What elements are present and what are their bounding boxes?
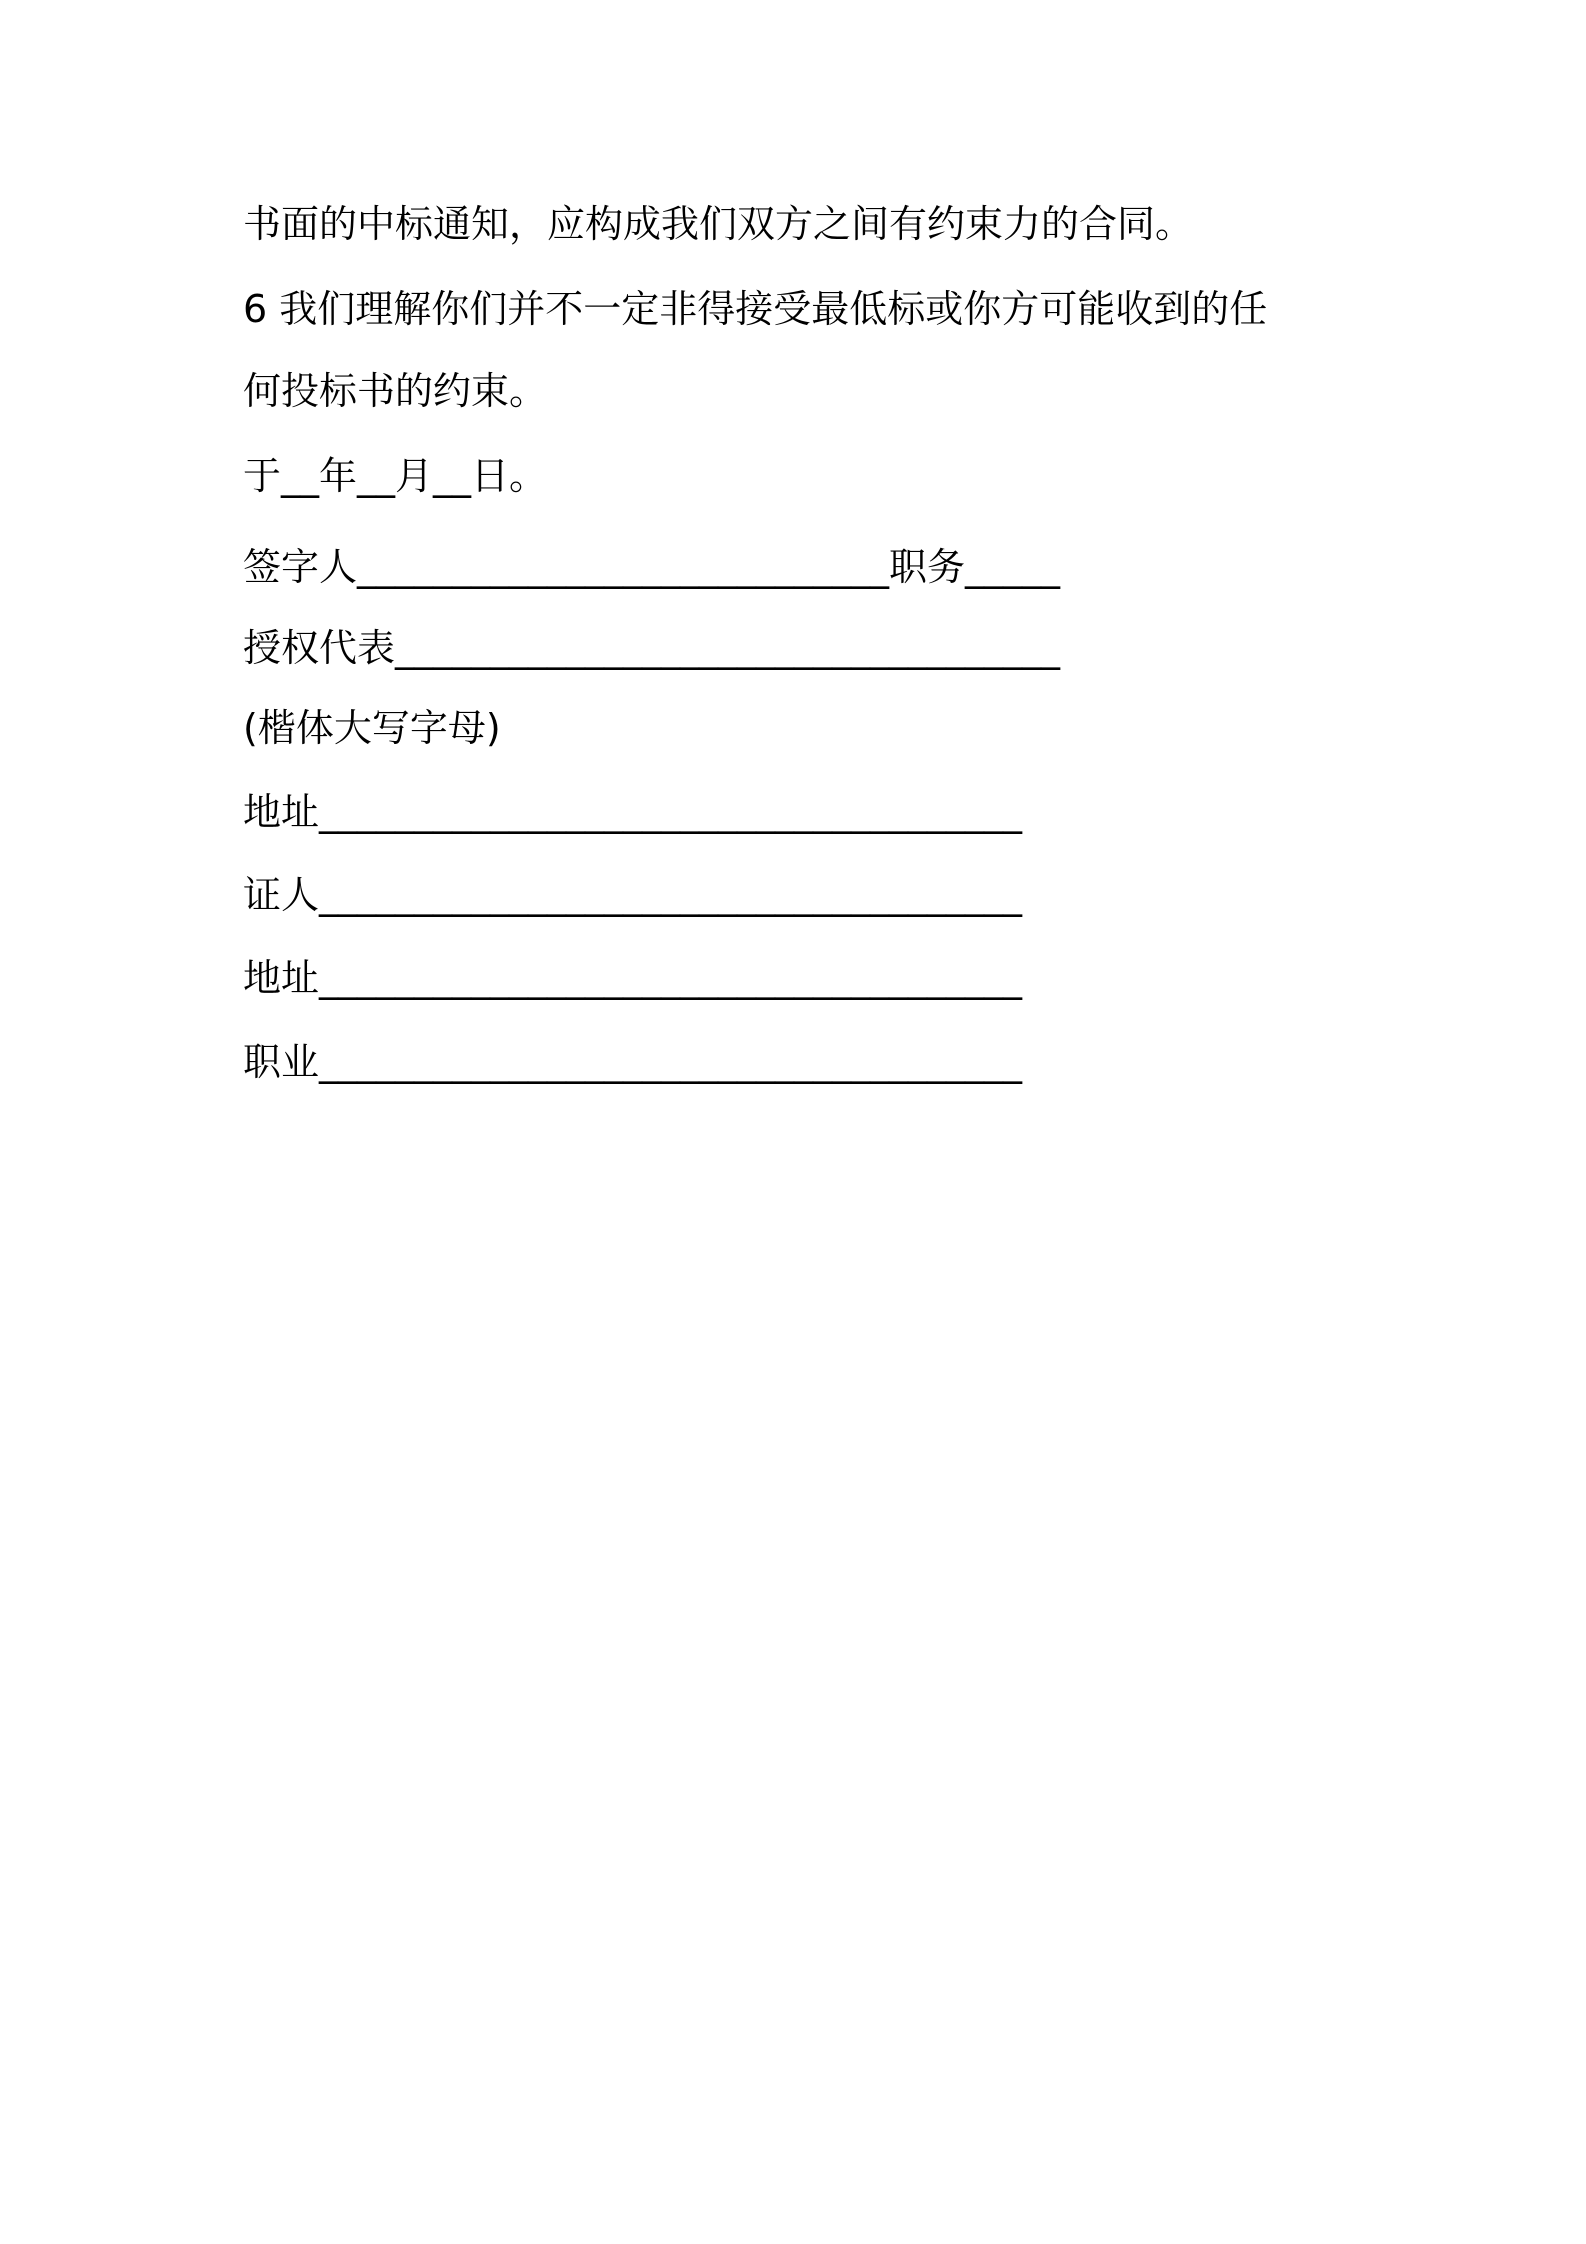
witness-address-line: 地址_____________________________________ [243, 956, 1023, 1000]
occupation-line: 职业_____________________________________ [243, 1040, 1023, 1084]
clause-6-continuation-text: 何投标书的约束。 [243, 369, 548, 413]
authorized-representative-line: 授权代表___________________________________ [243, 626, 1061, 670]
clause-6-text: 6 我们理解你们并不一定非得接受最低标或你方可能收到的任 [243, 287, 1268, 331]
signatory-title-line: 签字人____________________________职务_____ [243, 545, 1061, 589]
block-letters-note: (楷体大写字母) [243, 706, 501, 750]
contract-clause-text: 书面的中标通知，应构成我们双方之间有约束力的合同。 [243, 202, 1194, 246]
date-line: 于__年__月__日。 [243, 454, 548, 498]
address-line: 地址_____________________________________ [243, 790, 1023, 834]
witness-line: 证人_____________________________________ [243, 873, 1023, 917]
